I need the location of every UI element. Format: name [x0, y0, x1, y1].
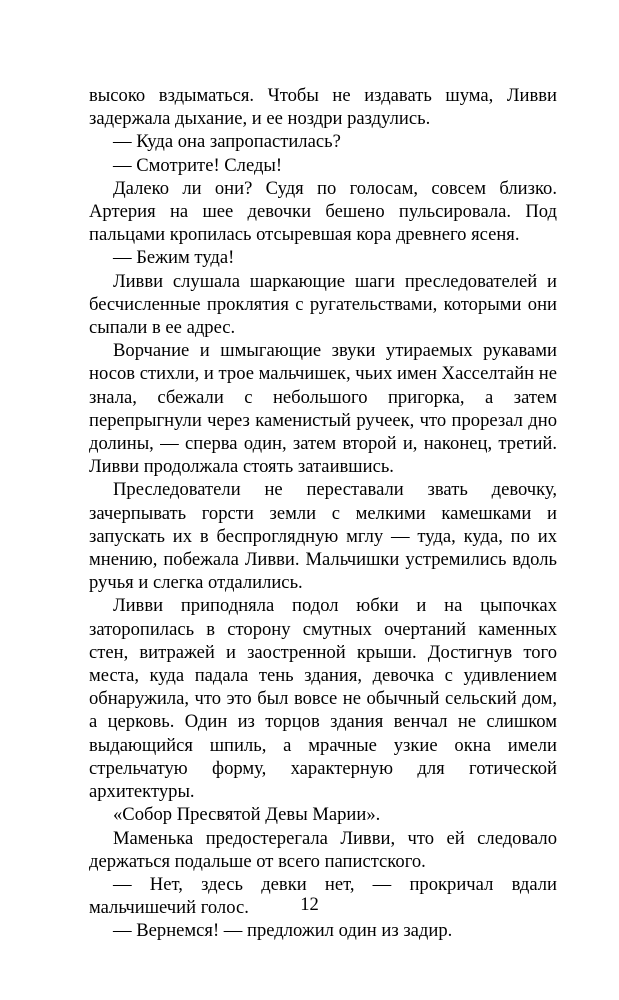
paragraph-3: — Смотрите! Следы! [113, 154, 283, 176]
book-page-text [89, 84, 557, 943]
paragraph-2: — Куда она запропастилась? [113, 131, 341, 153]
paragraph-4: Далеко ли они? Судя по голосам, совсем близко. Артерия на шее девочки бешено пульсировала. Под пальцами кропилась отсыревшая кора древнего ясеня. [89, 177, 557, 246]
paragraph-7: Ворчание и шмыгающие звуки утираемых рукавами носов стихли, и трое мальчишек, чьих имен Хасселтайн не знала, сбежали с небольшого пригорка, а затем перепрыгнули через каменистый ручеек, что прорезал дно долины, — сперва один, затем второй и, наконец, третий. Ливви продолжала стоять затаившись. [89, 340, 557, 478]
paragraph-13: — Вернемся! — предложил один из задир. [113, 920, 453, 942]
paragraph-6: Ливви слушала шаркающие шаги преследователей и бесчисленные проклятия с ругательствами, которыми они сыпали в ее адрес. [89, 270, 557, 339]
paragraph-12: — Нет, здесь девки нет, — прокричал вдали мальчишечий голос. [89, 873, 557, 919]
page-number: 12 [300, 894, 319, 915]
paragraph-8: Преследователи не переставали звать девочку, зачерпывать горсти земли с мелкими камешками и запускать их в беспроглядную мглу — туда, куда, по их мнению, побежала Ливви. Мальчишки устремились вдоль ручья и слегка отдалились. [89, 479, 557, 594]
paragraph-9: Ливви приподняла подол юбки и на цыпочках заторопилась в сторону смутных очертаний каменных стен, витражей и заостренной крыши. Достигнув того места, куда падала тень здания, девочка с удивлением обнаружила, что это был вовсе не обычный сельский дом, а церковь. Один из торцов здания венчал не слишком выдающийся шпиль, а мрачные узкие окна имели стрельчатую форму, характерную для готической архитектуры. [89, 595, 557, 803]
paragraph-11: Маменька предостерегала Ливви, что ей следовало держаться подальше от всего папистского. [89, 827, 557, 872]
paragraph-1: высоко вздыматься. Чтобы не издавать шума, Ливви задержала дыхание, и ее ноздри раздулись. [89, 85, 557, 130]
paragraph-10: «Собор Пресвятой Девы Марии». [113, 804, 381, 826]
paragraph-5: — Бежим туда! [113, 247, 235, 269]
